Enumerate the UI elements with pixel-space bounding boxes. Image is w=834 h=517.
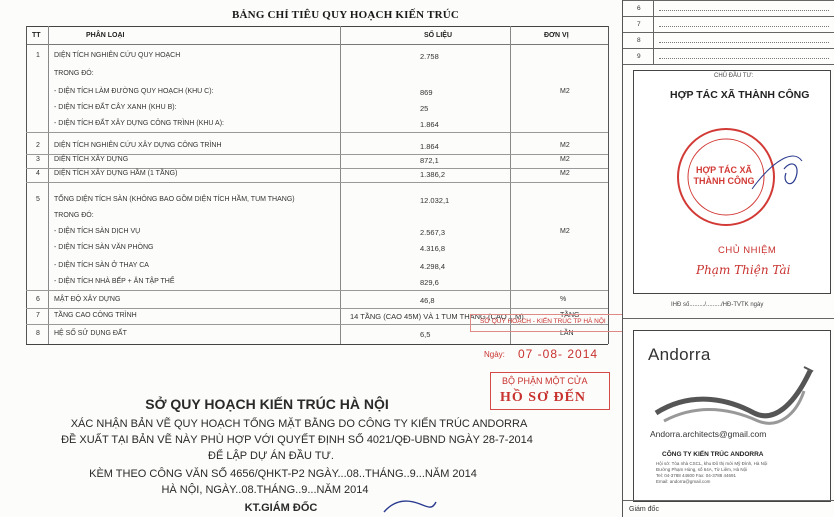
row-divider	[26, 132, 608, 133]
row-label: DIỆN TÍCH XÂY DỰNG	[54, 156, 129, 163]
row-label: DIỆN TÍCH NGHIÊN CỨU QUY HOẠCH	[54, 52, 181, 59]
col-divider-unit	[510, 26, 511, 344]
company-address-4: Email: andorra@gmail.com	[656, 479, 711, 484]
revision-row-dots	[659, 58, 829, 59]
row-number: 1	[36, 52, 40, 59]
row-value: 872,1	[420, 156, 439, 165]
confirm-line-2: ĐỀ XUẤT TẠI BẢN VẼ NÀY PHÙ HỢP VỚI QUYẾT ĐỊNH SỐ 4021/QĐ-UBND NGÀY 28-7-2014	[61, 434, 533, 446]
company-box	[633, 330, 831, 502]
owner-box	[633, 70, 831, 294]
header-unit: ĐƠN VỊ	[544, 32, 569, 39]
seal-text: HỢP TÁC XÃ THÀNH CÔNG	[693, 165, 755, 186]
revision-row-number: 9	[637, 53, 641, 60]
revision-bottom-border	[623, 64, 834, 65]
row-label: - DIỆN TÍCH ĐẤT XÂY DỰNG CÔNG TRÌNH (KHU A):	[54, 120, 224, 127]
chairman-name: Phạm Thiện Tài	[696, 263, 791, 277]
header-tt: TT	[32, 32, 41, 39]
revision-row-line	[623, 48, 834, 49]
confirm-line-1: XÁC NHẬN BẢN VẼ QUY HOẠCH TỔNG MẶT BẰNG DO CÔNG TY KIẾN TRÚC ANDORRA	[70, 418, 528, 430]
director-label: Giám đốc	[629, 506, 659, 513]
owner-name: HỢP TÁC XÃ THÀNH CÔNG	[670, 89, 810, 101]
company-name: CÔNG TY KIẾN TRÚC ANDORRA	[662, 451, 764, 458]
brand-name: Andorra	[648, 345, 711, 364]
row-label: DIỆN TÍCH XÂY DỰNG HẦM (1 TẦNG)	[54, 170, 178, 177]
row-value: 12.032,1	[420, 196, 450, 205]
row-number: 8	[36, 330, 40, 337]
row-label: TỔNG DIỆN TÍCH SÀN (KHÔNG BAO GỒM DIỆN TÍCH HẦM, TUM THANG)	[54, 196, 295, 203]
row-number: 2	[36, 142, 40, 149]
revision-row-line	[623, 16, 834, 17]
row-label: HỆ SỐ SỬ DỤNG ĐẤT	[54, 330, 127, 337]
row-label: - DIỆN TÍCH SÀN DỊCH VỤ	[54, 228, 141, 235]
revision-row-number: 7	[637, 21, 641, 28]
stamp-date-label: Ngày:	[484, 350, 505, 359]
row-number: 6	[36, 296, 40, 303]
header-category: PHÂN LOẠI	[86, 32, 125, 39]
owner-label: CHỦ ĐẦU TƯ:	[714, 73, 754, 79]
row-value: 1.386,2	[420, 170, 446, 179]
confirm-line-3: ĐỂ LẬP DỰ ÁN ĐẦU TƯ.	[208, 450, 334, 462]
row-label: TẦNG CAO CÔNG TRÌNH	[54, 312, 137, 319]
revision-row-number: 8	[637, 37, 641, 44]
row-divider	[26, 290, 608, 291]
confirm-line-5: HÀ NỘI, NGÀY..08.THÁNG..9...NĂM 2014	[161, 484, 369, 496]
row-value: 25	[420, 104, 429, 113]
row-label: - DIỆN TÍCH SÀN Ở THAY CA	[54, 262, 149, 269]
row-divider	[26, 182, 608, 183]
confirm-line-6: KT.GIÁM ĐỐC	[244, 502, 318, 514]
table-right-border	[608, 26, 609, 344]
row-unit: M2	[560, 88, 570, 95]
row-value: 1.864	[420, 120, 439, 129]
row-value: 869	[420, 88, 433, 97]
row-divider	[26, 168, 608, 169]
table-top-border	[26, 26, 608, 27]
signature-mark	[380, 496, 440, 516]
row-unit: M2	[560, 228, 570, 235]
revision-row-line	[623, 32, 834, 33]
row-label: TRONG ĐÓ:	[54, 70, 94, 77]
table-left-border	[26, 26, 27, 344]
row-divider	[26, 154, 608, 155]
director-divider	[623, 500, 834, 501]
row-value: 2.758	[420, 52, 439, 61]
header-value: SỐ LIỆU	[424, 32, 453, 39]
row-value: 4.316,8	[420, 244, 446, 253]
stamp-doc: HỒ SƠ ĐẾN	[500, 390, 587, 405]
row-divider	[26, 308, 608, 309]
confirm-line-4: KÈM THEO CÔNG VĂN SỐ 4656/QHKT-P2 NGÀY...08..THÁNG..9...NĂM 2014	[89, 468, 477, 480]
company-address-2: Đường Phạm Hùng, số 64A, Từ Liêm, Hà Nội	[656, 467, 748, 472]
company-address-3: Tel: 04-3788 44600 Fax: 04-3788 44691	[656, 473, 737, 478]
row-unit: %	[560, 296, 567, 303]
company-email: Andorra.architects@gmail.com	[650, 429, 767, 439]
row-value: 2.567,3	[420, 228, 446, 237]
row-label: - DIỆN TÍCH LÀM ĐƯỜNG QUY HOẠCH (KHU C):	[54, 88, 214, 95]
revision-row-dots	[659, 42, 829, 43]
row-number: 7	[36, 312, 40, 319]
row-value: 829,6	[420, 278, 439, 287]
andorra-logo-wave	[654, 361, 814, 431]
row-unit: M2	[560, 142, 570, 149]
stamp-date: 07 -08- 2014	[518, 347, 599, 361]
title-block	[622, 0, 834, 517]
row-label: - DIỆN TÍCH ĐẤT CÂY XANH (KHU B):	[54, 104, 177, 111]
row-value: 1.864	[420, 142, 439, 151]
revision-col-divider	[653, 0, 654, 64]
stamp-dept: BỘ PHẬN MỘT CỬA	[502, 376, 588, 386]
row-label: - DIỆN TÍCH SÀN VĂN PHÒNG	[54, 244, 154, 251]
row-label: - DIỆN TÍCH NHÀ BẾP + ĂN TẬP THỂ	[54, 278, 175, 285]
row-label: DIỆN TÍCH NGHIÊN CỨU XÂY DỰNG CÔNG TRÌNH	[54, 142, 222, 149]
company-address-1: Hội sở: Tòa nhà CSCL, khu Đô thị mới Mỹ Đình, Hà Nội	[656, 461, 768, 466]
row-unit: M2	[560, 156, 570, 163]
row-value: 46,8	[420, 296, 435, 305]
stamp-org: SỞ QUY HOẠCH - KIẾN TRÚC TP HÀ NỘI	[480, 318, 606, 325]
contract-line: IHĐ số........./........./HĐ-TVTK ngày	[671, 302, 764, 308]
table-header-border	[26, 44, 608, 45]
row-value: 4.298,4	[420, 262, 446, 271]
row-unit: TẦNG	[560, 312, 580, 319]
row-unit: LẦN	[560, 330, 574, 337]
revision-row-dots	[659, 10, 829, 11]
row-label: MẬT ĐỘ XÂY DỰNG	[54, 296, 121, 303]
col-divider-value	[340, 26, 341, 344]
revision-row-number: 6	[637, 5, 641, 12]
row-number: 3	[36, 156, 40, 163]
row-number: 5	[36, 196, 40, 203]
row-unit: M2	[560, 170, 570, 177]
contract-divider	[623, 318, 834, 319]
authority-name: SỞ QUY HOẠCH KIẾN TRÚC HÀ NỘI	[145, 396, 389, 412]
row-value: 6,5	[420, 330, 431, 339]
revision-row-dots	[659, 26, 829, 27]
approval-stamp	[470, 314, 630, 405]
row-number: 4	[36, 170, 40, 177]
row-value: 14 TẦNG (CAO 45M) VÀ 1 TUM THANG (CAO ...M)	[350, 312, 524, 321]
sheet-title: BẢNG CHỈ TIÊU QUY HOẠCH KIẾN TRÚC	[232, 9, 460, 21]
col-divider-tt	[48, 26, 49, 344]
revision-row-line	[623, 0, 834, 1]
row-label: TRONG ĐÓ:	[54, 212, 94, 219]
chairman-title: CHỦ NHIỆM	[718, 245, 777, 256]
